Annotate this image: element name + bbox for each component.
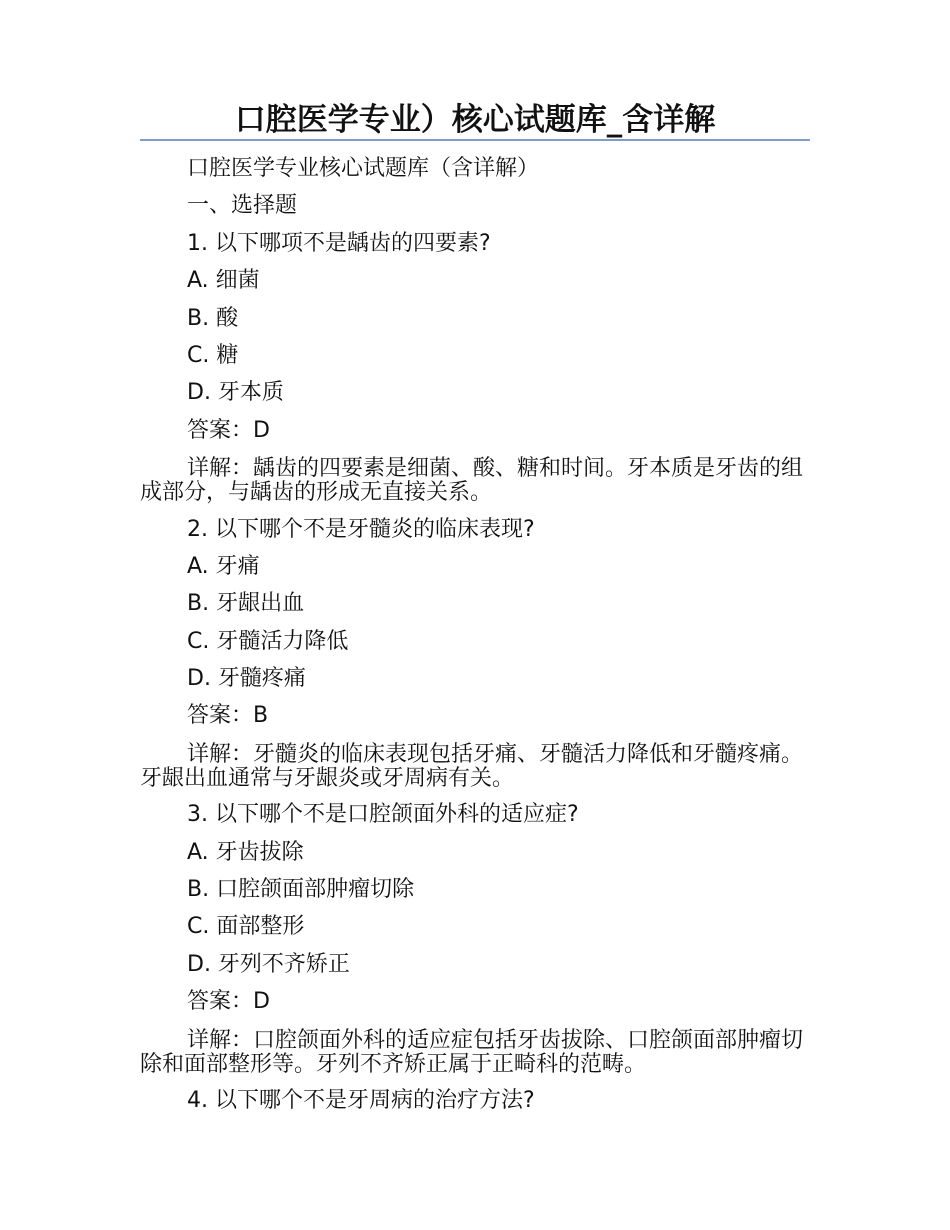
question-block bbox=[140, 1082, 810, 1119]
option-a: A. 牙痛 bbox=[187, 553, 260, 579]
option-a: A. 牙齿拔除 bbox=[187, 839, 304, 865]
explanation: 详解：牙髓炎的临床表现包括牙痛、牙髓活力降低和牙髓疼痛。牙龈出血通常与牙龈炎或牙周病有关。 bbox=[140, 741, 804, 791]
question-block bbox=[140, 225, 810, 511]
question-block bbox=[140, 796, 810, 1082]
option-c: C. 面部整形 bbox=[187, 914, 305, 940]
subtitle: 口腔医学专业核心试题库（含详解） bbox=[187, 156, 540, 181]
explanation: 详解：口腔颌面外科的适应症包括牙齿拔除、口腔颌面部肿瘤切除和面部整形等。牙列不齐矫正属于正畸科的范畴。 bbox=[140, 1027, 804, 1077]
option-b: B. 酸 bbox=[187, 305, 239, 331]
option-d: D. 牙髓疼痛 bbox=[187, 666, 306, 692]
question-stem: 2. 以下哪个不是牙髓炎的临床表现? bbox=[187, 516, 535, 542]
answer: 答案：D bbox=[187, 417, 270, 443]
answer: 答案：B bbox=[187, 703, 269, 729]
answer: 答案：D bbox=[187, 989, 270, 1015]
option-b: B. 口腔颌面部肿瘤切除 bbox=[187, 877, 415, 903]
document-body bbox=[140, 150, 810, 1119]
option-b: B. 牙龈出血 bbox=[187, 591, 305, 617]
title-underline bbox=[140, 139, 810, 141]
question-stem: 4. 以下哪个不是牙周病的治疗方法? bbox=[187, 1087, 535, 1113]
option-c: C. 牙髓活力降低 bbox=[187, 628, 349, 654]
document-title: 口腔医学专业）核心试题库_含详解 bbox=[234, 102, 716, 138]
option-d: D. 牙本质 bbox=[187, 380, 284, 406]
option-c: C. 糖 bbox=[187, 342, 239, 368]
question-stem: 3. 以下哪个不是口腔颌面外科的适应症? bbox=[187, 802, 579, 828]
explanation: 详解：龋齿的四要素是细菌、酸、糖和时间。牙本质是牙齿的组成部分，与龋齿的形成无直接关系。 bbox=[140, 456, 804, 506]
question-block bbox=[140, 511, 810, 797]
option-d: D. 牙列不齐矫正 bbox=[187, 951, 350, 977]
section-heading: 一、选择题 bbox=[187, 193, 298, 219]
question-stem: 1. 以下哪项不是龋齿的四要素? bbox=[187, 230, 491, 256]
option-a: A. 细菌 bbox=[187, 268, 260, 294]
